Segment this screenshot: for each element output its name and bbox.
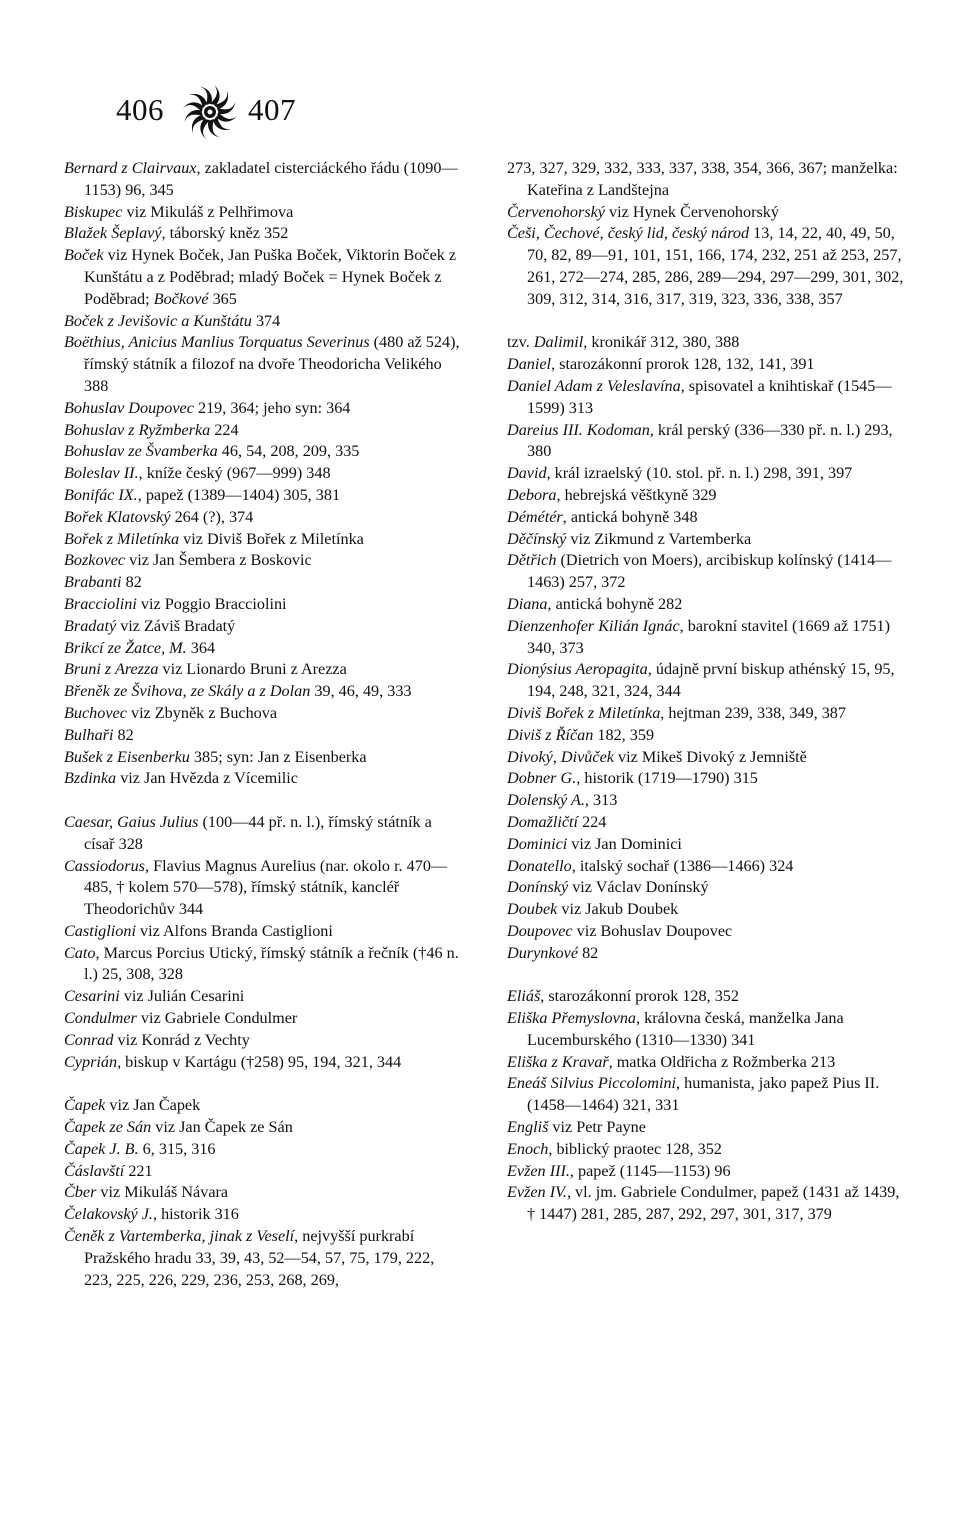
- entry-text: viz Zikmund z Vartemberka: [566, 529, 752, 548]
- entry-text: , hejtman 239, 338, 349, 387: [660, 703, 846, 722]
- index-column-right: [507, 158, 907, 1226]
- index-entry: [507, 921, 907, 943]
- entry-text: viz Václav Donínský: [568, 878, 709, 897]
- entry-text: , král perský (336—330 př. n. l.) 293, 380: [527, 420, 893, 461]
- index-entry: [507, 529, 907, 551]
- entry-headword: Biskupec: [64, 202, 123, 221]
- index-entry: [64, 1139, 460, 1161]
- index-entry: [507, 550, 907, 594]
- entry-headword: Evžen IV.: [507, 1183, 567, 1202]
- entry-headword: Bzdinka: [64, 769, 117, 788]
- entry-text: viz Jan Čapek ze Sán: [151, 1118, 293, 1137]
- entry-headword: Donatello: [507, 856, 572, 875]
- index-entry: [507, 986, 907, 1008]
- index-column-left: [64, 158, 460, 1291]
- entry-text: 13, 14, 22, 40, 49, 50, 70, 82, 89—91, 101, 151, 166, 174, 232, 251 až 253, 257, 261, 272—274, 285, 286, 289—294, 297—299, 301, 302, 309, 312, 314, 316, 317, 319, 323, 336, 338, 357: [527, 224, 904, 308]
- entry-headword: Daniel Adam z Veleslavína: [507, 376, 681, 395]
- entry-headword: David: [507, 464, 547, 483]
- entry-headword: Diviš Bořek z Miletínka: [507, 703, 661, 722]
- entry-text: , antická bohyně 282: [547, 594, 683, 613]
- entry-text: , spisovatel a knihtiskař (1545—1599) 313: [527, 376, 892, 417]
- entry-text: 221: [124, 1161, 153, 1180]
- index-entry: [64, 223, 460, 245]
- index-entry: [507, 812, 907, 834]
- index-entry: [507, 485, 907, 507]
- entry-text: , papež (1145—1153) 96: [569, 1161, 731, 1180]
- index-entry: [507, 1182, 907, 1226]
- entry-text: viz Zbyněk z Buchova: [126, 703, 278, 722]
- entry-headword: Doupovec: [507, 921, 573, 940]
- entry-text: viz Poggio Bracciolini: [136, 594, 287, 613]
- index-entry: [64, 158, 460, 202]
- entry-headword: Brikcí ze Žatce, M.: [64, 638, 187, 657]
- entry-text: 374: [251, 311, 281, 330]
- entry-headword: Boček z Jevišovic a Kunštátu: [64, 311, 252, 330]
- index-entry: [64, 594, 460, 616]
- entry-headword: Buchovec: [64, 703, 127, 722]
- entry-text: tzv.: [507, 333, 534, 352]
- entry-headword: Bracciolini: [64, 594, 137, 613]
- entry-text: viz Diviš Bořek z Miletínka: [179, 529, 364, 548]
- index-entry: [64, 1226, 460, 1291]
- index-entry: [64, 616, 460, 638]
- entry-headword: Diana: [507, 594, 548, 613]
- entry-text: , hebrejská věštkyně 329: [556, 485, 717, 504]
- entry-text: 82: [121, 573, 142, 592]
- index-entry: [507, 223, 907, 310]
- index-entry: [64, 550, 460, 572]
- entry-text: viz Záviš Bradatý: [116, 616, 236, 635]
- entry-headword: Bohuslav Doupovec: [64, 398, 194, 417]
- entry-text: , táborský kněz 352: [161, 224, 289, 243]
- entry-headword: Bušek z Eisenberku: [64, 747, 190, 766]
- index-entry: [507, 899, 907, 921]
- entry-text: , kníže český (967—999) 348: [138, 464, 331, 483]
- entry-headword: Eneáš Silvius Piccolomini: [507, 1074, 677, 1093]
- entry-text: 46, 54, 208, 209, 335: [217, 442, 360, 461]
- entry-headword: Bořek z Miletínka: [64, 529, 180, 548]
- entry-text: viz Mikeš Divoký z Jemniště: [613, 747, 807, 766]
- entry-headword: Dětřich: [507, 551, 557, 570]
- entry-headword: Eliška z Kravař: [507, 1052, 609, 1071]
- index-entry: [507, 507, 907, 529]
- entry-text: , starozákonní prorok 128, 352: [540, 987, 739, 1006]
- entry-headword: Čapek J. B.: [64, 1139, 139, 1158]
- index-entry: [64, 725, 460, 747]
- entry-text: , 313: [584, 791, 618, 810]
- index-entry: [507, 376, 907, 420]
- index-entry: [507, 856, 907, 878]
- index-entry: [64, 638, 460, 660]
- entry-text: viz Mikuláš z Pelhřimova: [122, 202, 294, 221]
- index-entry: [64, 856, 460, 921]
- entry-text: , barokní stavitel (1669 až 1751) 340, 373: [527, 616, 891, 657]
- index-entry: [64, 529, 460, 551]
- index-entry: [64, 986, 460, 1008]
- index-entry: [64, 441, 460, 463]
- index-entry: [64, 1095, 460, 1117]
- index-entry: [507, 158, 907, 202]
- entry-headword: Debora: [507, 485, 557, 504]
- entry-headword: Bradatý: [64, 616, 117, 635]
- entry-text: , král izraelský (10. stol. př. n. l.) 298, 391, 397: [546, 464, 853, 483]
- index-entry: [507, 703, 907, 725]
- entry-headword: Čapek ze Sán: [64, 1118, 152, 1137]
- entry-headword: Durynkové: [507, 943, 579, 962]
- entry-text: viz Petr Payne: [548, 1118, 646, 1137]
- index-entry: [64, 659, 460, 681]
- entry-headword: Břeněk ze Švihova, ze Skály a z Dolan: [64, 682, 311, 701]
- index-entry: [507, 943, 907, 965]
- entry-text: viz Jan Hvězda z Vícemilic: [116, 769, 298, 788]
- index-entry: [64, 332, 460, 397]
- index-entry: [64, 1052, 460, 1074]
- entry-text: (480 až 524), římský státník a filozof na dvoře Theodoricha Velikého 388: [84, 333, 460, 395]
- entry-headword: Bernard z Clairvaux: [64, 159, 197, 177]
- entry-headword: Češi, Čechové, český lid, český národ: [507, 224, 750, 243]
- entry-text: , antická bohyně 348: [562, 507, 698, 526]
- entry-text: , starozákonní prorok 128, 132, 141, 391: [551, 355, 815, 374]
- index-entry: [64, 245, 460, 310]
- entry-text: , humanista, jako papež Pius II. (1458—1464) 321, 331: [527, 1074, 880, 1115]
- index-entry: [64, 812, 460, 856]
- index-entry: [64, 921, 460, 943]
- entry-headword: Bočkové: [153, 289, 209, 308]
- index-entry: [507, 1117, 907, 1139]
- index-entry: [507, 1139, 907, 1161]
- entry-text: 219, 364; jeho syn: 364: [193, 398, 351, 417]
- entry-headword: Boček: [64, 246, 104, 265]
- entry-text: , nejvyšší purkrabí Pražského hradu 33, 39, 43, 52—54, 57, 75, 179, 222, 223, 225, 226, 229, 236, 253, 268, 269,: [84, 1227, 435, 1289]
- entry-text: , kronikář 312, 380, 388: [583, 333, 740, 352]
- index-entry: [507, 1052, 907, 1074]
- entry-text: 224: [210, 420, 239, 439]
- index-entry: [64, 398, 460, 420]
- entry-text: viz Jan Šembera z Boskovic: [125, 551, 312, 570]
- entry-headword: Děčínský: [507, 529, 567, 548]
- entry-headword: Bohuslav z Ryžmberka: [64, 420, 211, 439]
- entry-headword: Dolenský A.: [507, 791, 585, 810]
- entry-headword: Bohuslav ze Švamberka: [64, 442, 218, 461]
- index-entry: [507, 1161, 907, 1183]
- entry-text: , matka Oldřicha z Rožmberka 213: [608, 1052, 836, 1071]
- entry-headword: Čáslavští: [64, 1161, 125, 1180]
- index-entry: [507, 877, 907, 899]
- entry-text: 264 (?), 374: [170, 507, 254, 526]
- index-entry: [64, 507, 460, 529]
- entry-headword: Cesarini: [64, 987, 120, 1006]
- entry-headword: Bořek Klatovský: [64, 507, 171, 526]
- entry-headword: Diviš z Říčan: [507, 725, 594, 744]
- index-entry: [507, 834, 907, 856]
- entry-text: , údajně první biskup athénský 15, 95, 194, 248, 321, 324, 344: [527, 660, 895, 701]
- entry-headword: Dareius III. Kodoman: [507, 420, 650, 439]
- entry-headword: Boleslav II.: [64, 464, 139, 483]
- entry-headword: Conrad: [64, 1030, 114, 1049]
- entry-headword: Čeněk z Vartemberka, jinak z Veselí: [64, 1227, 295, 1246]
- entry-headword: Domažličtí: [507, 812, 579, 831]
- index-entry: [507, 332, 907, 354]
- index-entry: [507, 1073, 907, 1117]
- entry-text: (100—44 př. n. l.), římský státník a císař 328: [84, 812, 432, 853]
- index-entry: [507, 463, 907, 485]
- index-entry: [64, 1030, 460, 1052]
- entry-headword: Donínský: [507, 878, 569, 897]
- index-entry: [507, 354, 907, 376]
- entry-text: , historik (1719—1790) 315: [576, 769, 758, 788]
- entry-text: 182, 359: [593, 725, 655, 744]
- entry-text: 6, 315, 316: [138, 1139, 216, 1158]
- entry-headword: Dienzenhofer Kilián Ignác: [507, 616, 680, 635]
- entry-headword: Dominici: [507, 834, 568, 853]
- entry-text: viz Hynek Červenohorský: [605, 202, 779, 221]
- entry-text: , biskup v Kartágu (†258) 95, 194, 321, 344: [117, 1052, 402, 1071]
- index-entry: [64, 1008, 460, 1030]
- entry-text: viz Jan Čapek: [105, 1096, 201, 1115]
- entry-headword: Engliš: [507, 1118, 549, 1137]
- index-entry: [507, 768, 907, 790]
- entry-headword: Caesar, Gaius Julius: [64, 812, 199, 831]
- entry-headword: Bozkovec: [64, 551, 126, 570]
- entry-text: 385; syn: Jan z Eisenberka: [189, 747, 367, 766]
- index-entry: [64, 1161, 460, 1183]
- index-entry: [507, 594, 907, 616]
- entry-headword: Cato: [64, 943, 96, 962]
- entry-headword: Eliška Přemyslovna: [507, 1009, 637, 1028]
- entry-headword: Červenohorský: [507, 202, 605, 221]
- entry-headword: Cyprián: [64, 1052, 118, 1071]
- index-entry: [64, 681, 460, 703]
- entry-text: , královna česká, manželka Jana Lucemburského (1310—1330) 341: [527, 1009, 844, 1049]
- entry-text: 364: [186, 638, 216, 657]
- entry-text: 82: [113, 725, 134, 744]
- entry-text: viz Mikuláš Návara: [96, 1183, 229, 1202]
- entry-headword: Cassiodorus: [64, 856, 145, 875]
- index-entry: [64, 485, 460, 507]
- entry-headword: Bonifác IX.: [64, 485, 138, 504]
- index-entry: [64, 703, 460, 725]
- entry-text: , zakladatel cisterciáckého řádu (1090—1153) 96, 345: [84, 159, 458, 199]
- entry-text: , Flavius Magnus Aurelius (nar. okolo r. 470—485, † kolem 570—578), římský státník, kancléř Theodorichův 344: [84, 856, 448, 919]
- index-entry: [507, 747, 907, 769]
- index-entry: [507, 420, 907, 464]
- entry-headword: Evžen III.: [507, 1161, 570, 1180]
- entry-headword: Castiglioni: [64, 921, 136, 940]
- index-entry: [507, 725, 907, 747]
- entry-headword: Dobner G.: [507, 769, 577, 788]
- index-entry: [64, 311, 460, 333]
- spiral-ornament-icon: [182, 84, 238, 140]
- index-entry: [64, 943, 460, 987]
- index-entry: [507, 1008, 907, 1052]
- index-entry: [64, 768, 460, 790]
- entry-text: , vl. jm. Gabriele Condulmer, papež (1431 až 1439, † 1447) 281, 285, 287, 292, 297, 301, 317, 379: [527, 1183, 900, 1224]
- entry-text: viz Konrád z Vechty: [113, 1030, 250, 1049]
- index-entry: [64, 463, 460, 485]
- entry-text: viz Jakub Doubek: [557, 900, 679, 919]
- entry-text: viz Alfons Branda Castiglioni: [135, 921, 333, 940]
- index-entry: [64, 202, 460, 224]
- entry-text: viz Lionardo Bruni z Arezza: [158, 660, 347, 679]
- entry-headword: Bulhaři: [64, 725, 114, 744]
- entry-text: viz Bohuslav Doupovec: [572, 921, 733, 940]
- entry-text: , Marcus Porcius Utický, římský státník a řečník (†46 n. l.) 25, 308, 328: [84, 943, 459, 984]
- entry-text: 82: [578, 943, 599, 962]
- entry-headword: Doubek: [507, 900, 558, 919]
- entry-headword: Čelakovský J.: [64, 1205, 153, 1224]
- entry-headword: Démétér: [507, 507, 563, 526]
- entry-headword: Enoch: [507, 1139, 549, 1158]
- entry-headword: Čber: [64, 1183, 97, 1202]
- entry-headword: Blažek Šeplavý: [64, 224, 162, 243]
- index-entry: [64, 420, 460, 442]
- page-number-left: 406: [116, 92, 164, 127]
- entry-text: 273, 327, 329, 332, 333, 337, 338, 354, 366, 367; manželka: Kateřina z Landštejna: [507, 159, 898, 199]
- entry-text: , historik 316: [152, 1205, 239, 1224]
- index-entry: [64, 747, 460, 769]
- entry-text: 224: [578, 812, 607, 831]
- entry-text: viz Julián Cesarini: [119, 987, 245, 1006]
- entry-headword: Daniel: [507, 355, 552, 374]
- entry-headword: Divoký, Divůček: [507, 747, 614, 766]
- index-entry: [64, 1182, 460, 1204]
- index-entry: [64, 1204, 460, 1226]
- index-entry: [507, 790, 907, 812]
- entry-headword: Boëthius, Anicius Manlius Torquatus Severinus: [64, 333, 370, 352]
- entry-headword: Bruni z Arezza: [64, 660, 159, 679]
- entry-text: 365: [208, 289, 237, 308]
- entry-headword: Čapek: [64, 1096, 106, 1115]
- entry-text: viz Jan Dominici: [567, 834, 682, 853]
- entry-text: , papež (1389—1404) 305, 381: [137, 485, 341, 504]
- index-entry: [64, 1117, 460, 1139]
- entry-headword: Brabanti: [64, 573, 122, 592]
- page-header: [116, 84, 296, 144]
- entry-text: viz Gabriele Condulmer: [136, 1009, 298, 1028]
- entry-headword: Dionýsius Aeropagita: [507, 660, 648, 679]
- entry-text: (Dietrich von Moers), arcibiskup kolínský (1414—1463) 257, 372: [527, 551, 892, 592]
- index-entry: [507, 202, 907, 224]
- page-number-right: 407: [248, 92, 296, 127]
- index-entry: [64, 572, 460, 594]
- index-entry: [507, 659, 907, 703]
- entry-text: , biblický praotec 128, 352: [548, 1139, 722, 1158]
- entry-text: viz Hynek Boček, Jan Puška Boček, Viktorin Boček z Kunštátu a z Poděbrad; mladý Boček = Hynek Boček z Poděbrad;: [84, 246, 457, 308]
- index-entry: [507, 616, 907, 660]
- entry-text: , italský sochař (1386—1466) 324: [571, 856, 794, 875]
- entry-headword: Condulmer: [64, 1009, 137, 1028]
- entry-headword: Dalimil: [533, 333, 584, 352]
- entry-headword: Eliáš: [507, 987, 541, 1006]
- entry-text: 39, 46, 49, 333: [310, 682, 412, 701]
